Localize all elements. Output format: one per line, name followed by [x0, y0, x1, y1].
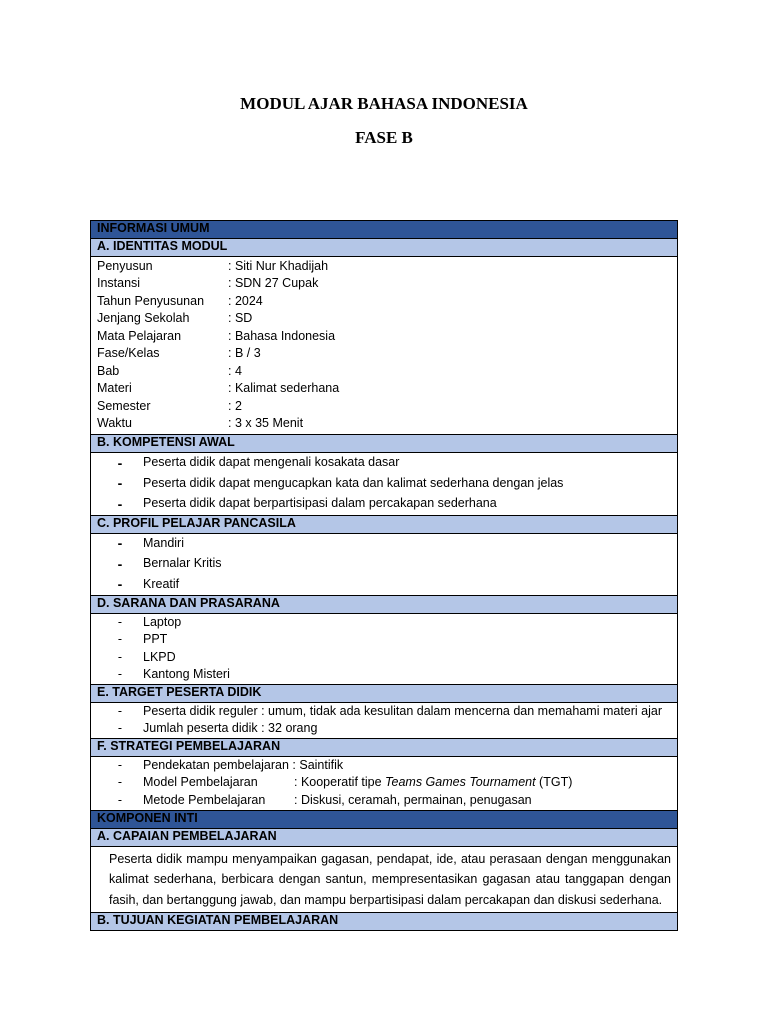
identitas-row: Fase/Kelas : B / 3: [97, 346, 261, 361]
section-identitas-modul: A. IDENTITAS MODUL: [91, 239, 678, 257]
section-profil-pelajar-pancasila: C. PROFIL PELAJAR PANCASILA: [91, 515, 678, 533]
identitas-row: Waktu : 3 x 35 Menit: [97, 416, 304, 431]
kompetensi-body: [91, 453, 678, 516]
list-item: - Peserta didik reguler : umum, tidak ada kesulitan dalam mencerna dan memahami materi ajar: [117, 703, 662, 718]
list-item: - Peserta didik dapat berpartisipasi dalam percakapan sederhana: [117, 495, 497, 512]
capaian-body: [91, 846, 678, 913]
profil-body: [91, 533, 678, 596]
list-item: - Bernalar Kritis: [117, 555, 222, 572]
section-komponen-inti: KOMPONEN INTI: [91, 810, 678, 828]
identitas-body: [91, 257, 678, 435]
section-kompetensi-awal: B. KOMPETENSI AWAL: [91, 435, 678, 453]
section-informasi-umum: INFORMASI UMUM: [91, 221, 678, 239]
list-item: - LKPD: [117, 649, 176, 664]
capaian-text: Peserta didik mampu menyampaikan gagasan, pendapat, ide, atau perasaan dengan menggunakan kalimat sederhana, berbicara dengan santun, mempresentasikan gagasan atau tanggapan dengan fasih, dan bertanggung jawab, dan mampu berpartisipasi dalam percakapan dan diskusi sederhana.: [109, 851, 671, 907]
identitas-row: Instansi : SDN 27 Cupak: [97, 276, 319, 291]
identitas-row: Semester : 2: [97, 398, 242, 413]
list-item: - Peserta didik dapat mengucapkan kata dan kalimat sederhana dengan jelas: [117, 475, 564, 491]
list-item: - Metode Pembelajaran : Diskusi, ceramah, permainan, penugasan: [117, 792, 532, 807]
identitas-row: Penyusun : Siti Nur Khadijah: [97, 258, 329, 273]
strategi-body: [91, 757, 678, 811]
list-item: - Peserta didik dapat mengenali kosakata dasar: [117, 454, 400, 471]
section-tujuan-kegiatan: B. TUJUAN KEGIATAN PEMBELAJARAN: [91, 913, 678, 931]
list-item: - Laptop: [117, 614, 182, 629]
identitas-row: Bab : 4: [97, 363, 242, 378]
list-item: - Jumlah peserta didik : 32 orang: [117, 721, 318, 736]
section-capaian-pembelajaran: A. CAPAIAN PEMBELAJARAN: [91, 828, 678, 846]
document-subtitle: FASE B: [355, 128, 413, 147]
identitas-row: Mata Pelajaran : Bahasa Indonesia: [97, 328, 336, 343]
document-title: MODUL AJAR BAHASA INDONESIA: [240, 94, 528, 113]
module-table: [90, 220, 678, 931]
section-strategi-pembelajaran: F. STRATEGI PEMBELAJARAN: [91, 739, 678, 757]
list-item: - Kantong Misteri: [117, 667, 230, 682]
list-item: - Pendekatan pembelajaran : Saintifik: [117, 757, 344, 772]
identitas-row: Tahun Penyusunan : 2024: [97, 293, 263, 308]
list-item: - PPT: [117, 632, 168, 647]
sarana-body: [91, 614, 678, 685]
list-item: - Model Pembelajaran : Kooperatif tipe Teams Games Tournament (TGT): [117, 775, 573, 790]
list-item: - Mandiri: [117, 535, 184, 551]
section-target-peserta-didik: E. TARGET PESERTA DIDIK: [91, 685, 678, 703]
list-item: - Kreatif: [117, 576, 180, 592]
target-body: [91, 703, 678, 739]
identitas-row: Materi : Kalimat sederhana: [97, 381, 340, 396]
section-sarana-prasarana: D. SARANA DAN PRASARANA: [91, 596, 678, 614]
identitas-row: Jenjang Sekolah : SD: [97, 311, 253, 326]
